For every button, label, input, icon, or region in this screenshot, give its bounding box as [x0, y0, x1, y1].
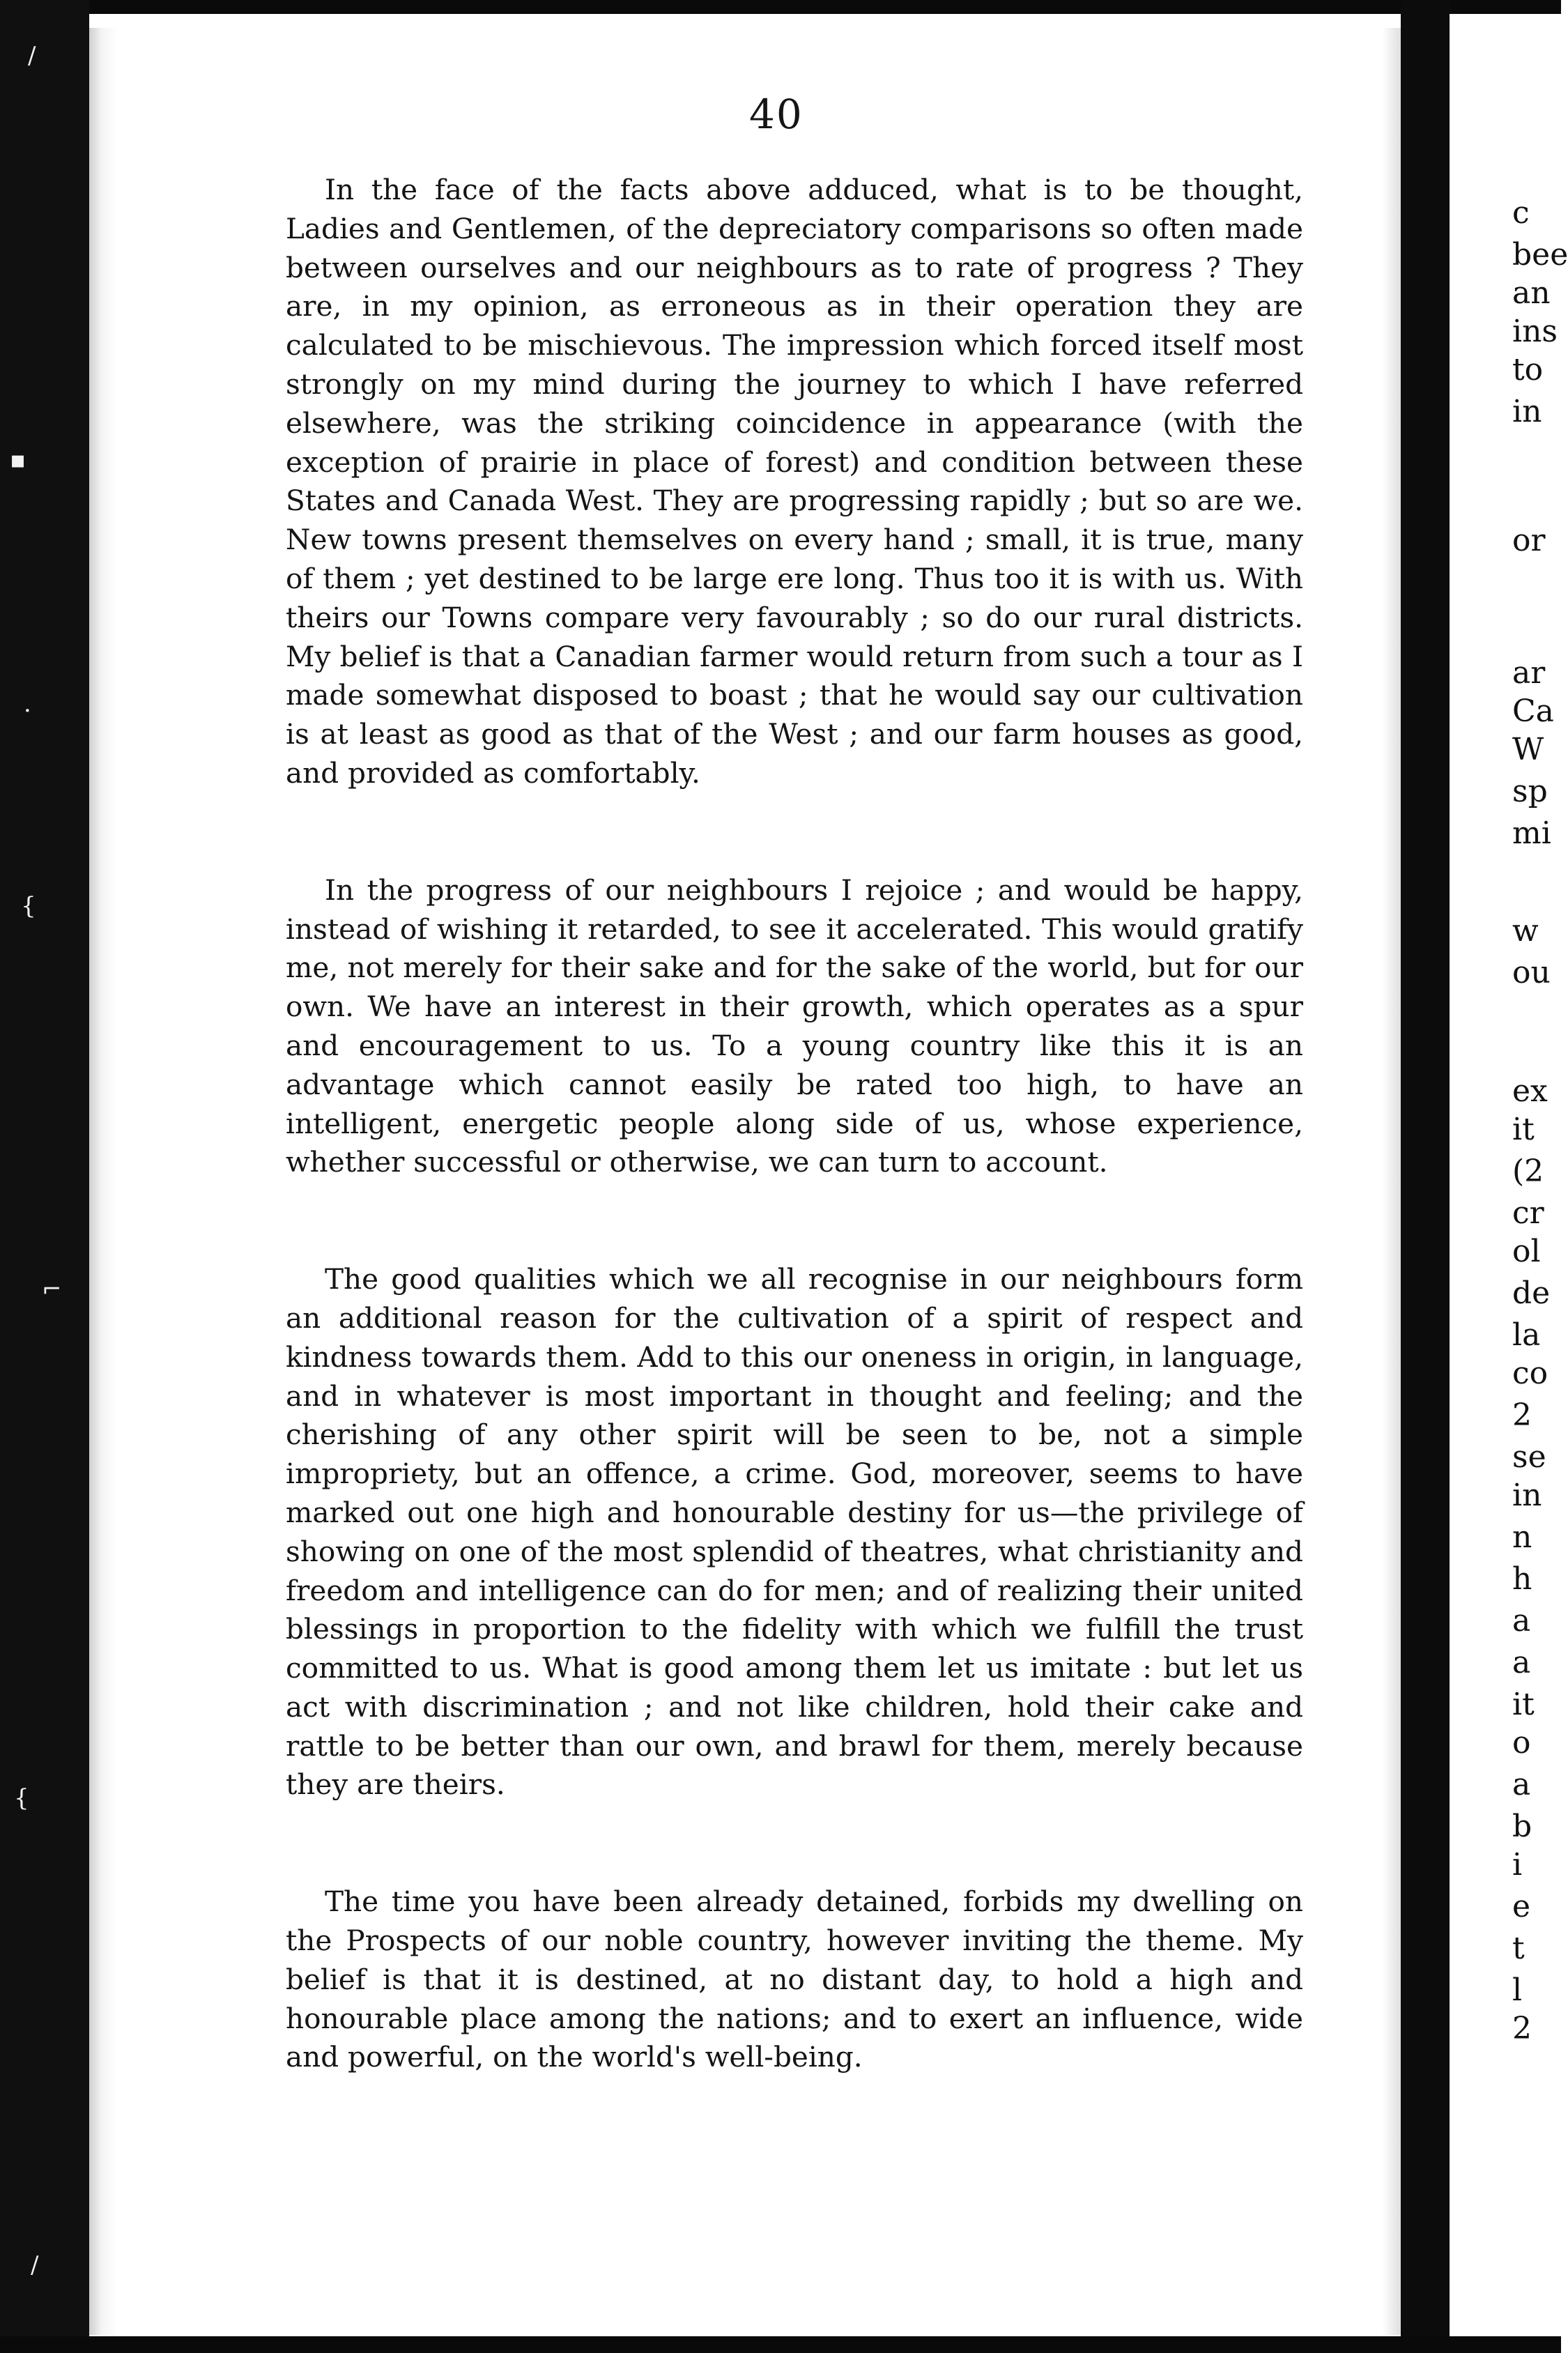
facing-page-fragment: a [1512, 1603, 1531, 1639]
binding-gutter [1401, 0, 1450, 2353]
facing-page-fragment: t [1512, 1931, 1525, 1966]
facing-page-fragment: W [1512, 732, 1544, 767]
facing-page-fragment: ol [1512, 1234, 1541, 1269]
facing-page-fragment: co [1512, 1356, 1548, 1391]
facing-page-fragment: c [1512, 195, 1530, 231]
facing-page-fragment: 2 [1512, 2011, 1532, 2046]
facing-page-fragment: mi [1512, 815, 1551, 851]
paragraph-good-qualities: The good qualities which we all recognise in our neighbours form an additional reason for the cultivation of a spirit of respect and kindness towards them. Add to this our oneness in origin, in language, and in whatever is most important in thought and feeling; and the cherishing of any other spirit will be seen to be, not a simple impropriety, but an offence, a crime. God, moreover, seems to have marked out one high and honourable destiny for us—the privilege of showing on one of the most splendid of theatres, what christianity and freedom and intelligence can do for men; and of realizing their united blessings in proportion to the fidelity with which we fulfill the trust committed to us. What is good among them let us imitate : but let us act with discrimination ; and not like children, hold their cake and rattle to be better than our own, and brawl for them, merely because they are theirs. [286, 1262, 1303, 1802]
facing-page-fragment: b [1512, 1809, 1532, 1844]
facing-page [1450, 21, 1561, 2335]
facing-page-fragment: ou [1512, 955, 1551, 990]
page-body [286, 171, 1303, 2077]
paragraph-prospects-of-country: The time you have been already detained, forbids my dwelling on the Prospects of our noble country, however inviting the theme. My belief is that it is destined, at no distant day, to hold a high and honourable place among the nations; and to exert an influence, wide and powerful, on the world's well-being. [286, 1885, 1303, 2074]
facing-page-fragment: it [1512, 1112, 1535, 1147]
facing-page-fragment: de [1512, 1275, 1551, 1311]
facing-page-fragment: la [1512, 1317, 1541, 1353]
facing-page-fragment: sp [1512, 774, 1548, 809]
scan-border-bottom [0, 2336, 1561, 2353]
facing-page-fragment: w [1512, 913, 1539, 949]
facing-page-fragment: n [1512, 1519, 1532, 1555]
facing-page-fragment: h [1512, 1561, 1532, 1597]
facing-page-fragment: (2 [1512, 1153, 1544, 1189]
facing-page-fragment: a [1512, 1767, 1531, 1802]
paragraph-progress-of-neighbours: In the progress of our neighbours I rejoice ; and would be happy, instead of wishing it retarded, to see it accelerated. This would gratify me, not merely for their sake and for the sake of the world, but for our own. We have an interest in their growth, which operates as a spur and encouragement to us. To a young country like this it is an advantage which cannot easily be rated too high, to have an intelligent, energetic people along side of us, whose experience, whether successful or otherwise, we can turn to account. [286, 873, 1303, 1179]
facing-page-fragment: Ca [1512, 693, 1554, 729]
facing-page-fragment: l [1512, 1972, 1523, 2008]
facing-page-fragment: se [1512, 1439, 1546, 1475]
facing-page-fragment: o [1512, 1725, 1531, 1761]
facing-page-fragment: ex [1512, 1073, 1548, 1109]
facing-page-fragment: to [1512, 352, 1544, 388]
facing-page-fragment: cr [1512, 1195, 1544, 1231]
facing-page-fragment: bee [1512, 237, 1568, 273]
facing-page-fragment: ins [1512, 314, 1558, 349]
page-number: 40 [749, 91, 804, 138]
facing-page-fragment: an [1512, 275, 1551, 311]
facing-page-fragment: 2 [1512, 1397, 1532, 1433]
left-page-edge [89, 28, 117, 2335]
facing-page-fragment: e [1512, 1889, 1531, 1924]
facing-page-fragment: i [1512, 1847, 1523, 1883]
scan-border-top [0, 0, 1561, 14]
margin-specks: / ▪ · { ⌐ { / [10, 42, 62, 2279]
paragraph-comparison-with-neighbours: In the face of the facts above adduced, what is to be thought, Ladies and Gentlemen, of the depreciatory comparisons so often made between ourselves and our neighbours as to rate of progress ? They are, in my opinion, as erroneous as in their operation they are calculated to be mischievous. The impression which forced itself most strongly on my mind during the journey to which I have referred elsewhere, was the striking coincidence in appearance (with the exception of prairie in place of forest) and condition between these States and Canada West. They are progressing rapidly ; but so are we. New towns present themselves on every hand ; small, it is true, many of them ; yet destined to be large ere long. Thus too it is with us. With theirs our Towns compare very favourably ; so do our rural districts. My belief is that a Canadian farmer would return from such a tour as I made somewhat disposed to boast ; that he would say our cultivation is at least as good as that of the West ; and our farm houses as good, and provided as comfortably. [286, 173, 1303, 790]
facing-page-fragment: or [1512, 523, 1546, 558]
facing-page-fragment: in [1512, 394, 1542, 429]
facing-page-fragment: ar [1512, 655, 1546, 691]
facing-page-fragment: it [1512, 1687, 1535, 1722]
facing-page-fragment: a [1512, 1645, 1531, 1680]
facing-page-fragment: in [1512, 1478, 1542, 1513]
right-page-edge [1383, 28, 1402, 2335]
